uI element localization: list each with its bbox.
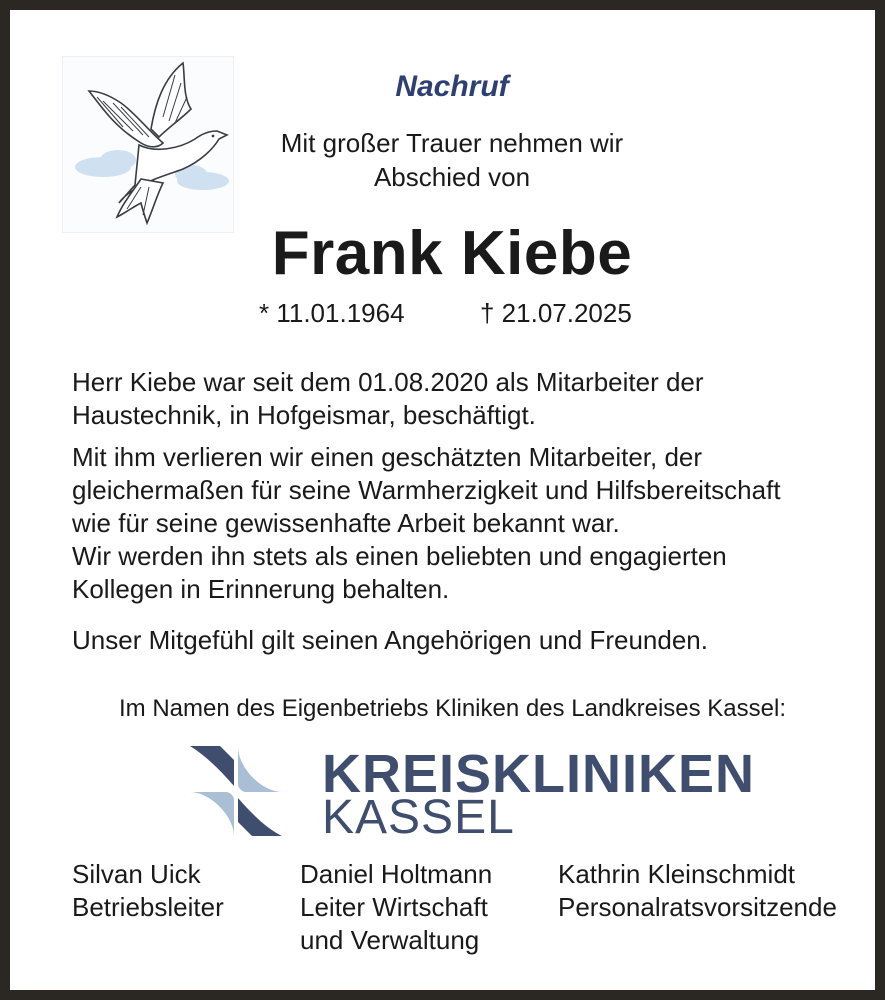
signer-role: und Verwaltung	[300, 925, 480, 955]
death-date: † 21.07.2025	[480, 298, 632, 328]
signer-name: Kathrin Kleinschmidt	[558, 859, 795, 889]
dove-image	[62, 56, 234, 233]
signer-name: Daniel Holtmann	[300, 859, 493, 889]
text-line: wie für seine gewissenhafte Arbeit bekannt war.	[72, 508, 620, 538]
dove-icon	[63, 57, 233, 232]
signer-role: Leiter Wirtschaft	[300, 892, 488, 922]
signer-name: Silvan Uick	[72, 859, 201, 889]
on-behalf-line: Im Namen des Eigenbetriebs Kliniken des Landkreises Kassel:	[118, 695, 787, 722]
text-line: Haustechnik, in Hofgeismar, beschäftigt.	[72, 400, 536, 430]
paragraph-tribute	[72, 441, 872, 606]
text-line: Herr Kiebe war seit dem 01.08.2020 als Mitarbeiter der	[72, 367, 704, 397]
text-line: gleichermaßen für seine Warmherzigkeit und Hilfsbereitschaft	[72, 475, 781, 505]
signer-silvan-uick	[72, 858, 224, 924]
intro-text	[240, 126, 664, 194]
signer-role: Betriebsleiter	[72, 892, 224, 922]
paragraph-employment	[72, 366, 872, 432]
life-dates	[10, 298, 885, 330]
text-line: Unser Mitgefühl gilt seinen Angehörigen und Freunden.	[72, 625, 708, 655]
signer-kathrin-kleinschmidt	[558, 858, 837, 924]
signer-role: Personalratsvorsitzende	[558, 892, 837, 922]
text-line: Wir werden ihn stets als einen beliebten und engagierten	[72, 541, 727, 571]
paragraph-condolence	[72, 624, 872, 657]
deceased-name: Frank Kiebe	[271, 219, 633, 288]
intro-line: Abschied von	[373, 162, 531, 192]
birth-date: * 11.01.1964	[259, 298, 405, 328]
logo-text-secondary: KASSEL	[322, 791, 515, 844]
kreiskliniken-logo	[190, 744, 756, 844]
logo-text-primary: KREISKLINIKEN	[322, 744, 756, 804]
logo-mark-icon	[190, 746, 282, 836]
signer-daniel-holtmann	[300, 858, 492, 957]
intro-line: Mit großer Trauer nehmen wir	[280, 128, 624, 158]
obituary-heading: Nachruf	[395, 70, 509, 103]
text-line: Kollegen in Erinnerung behalten.	[72, 574, 450, 604]
text-line: Mit ihm verlieren wir einen geschätzten Mitarbeiter, der	[72, 442, 703, 472]
